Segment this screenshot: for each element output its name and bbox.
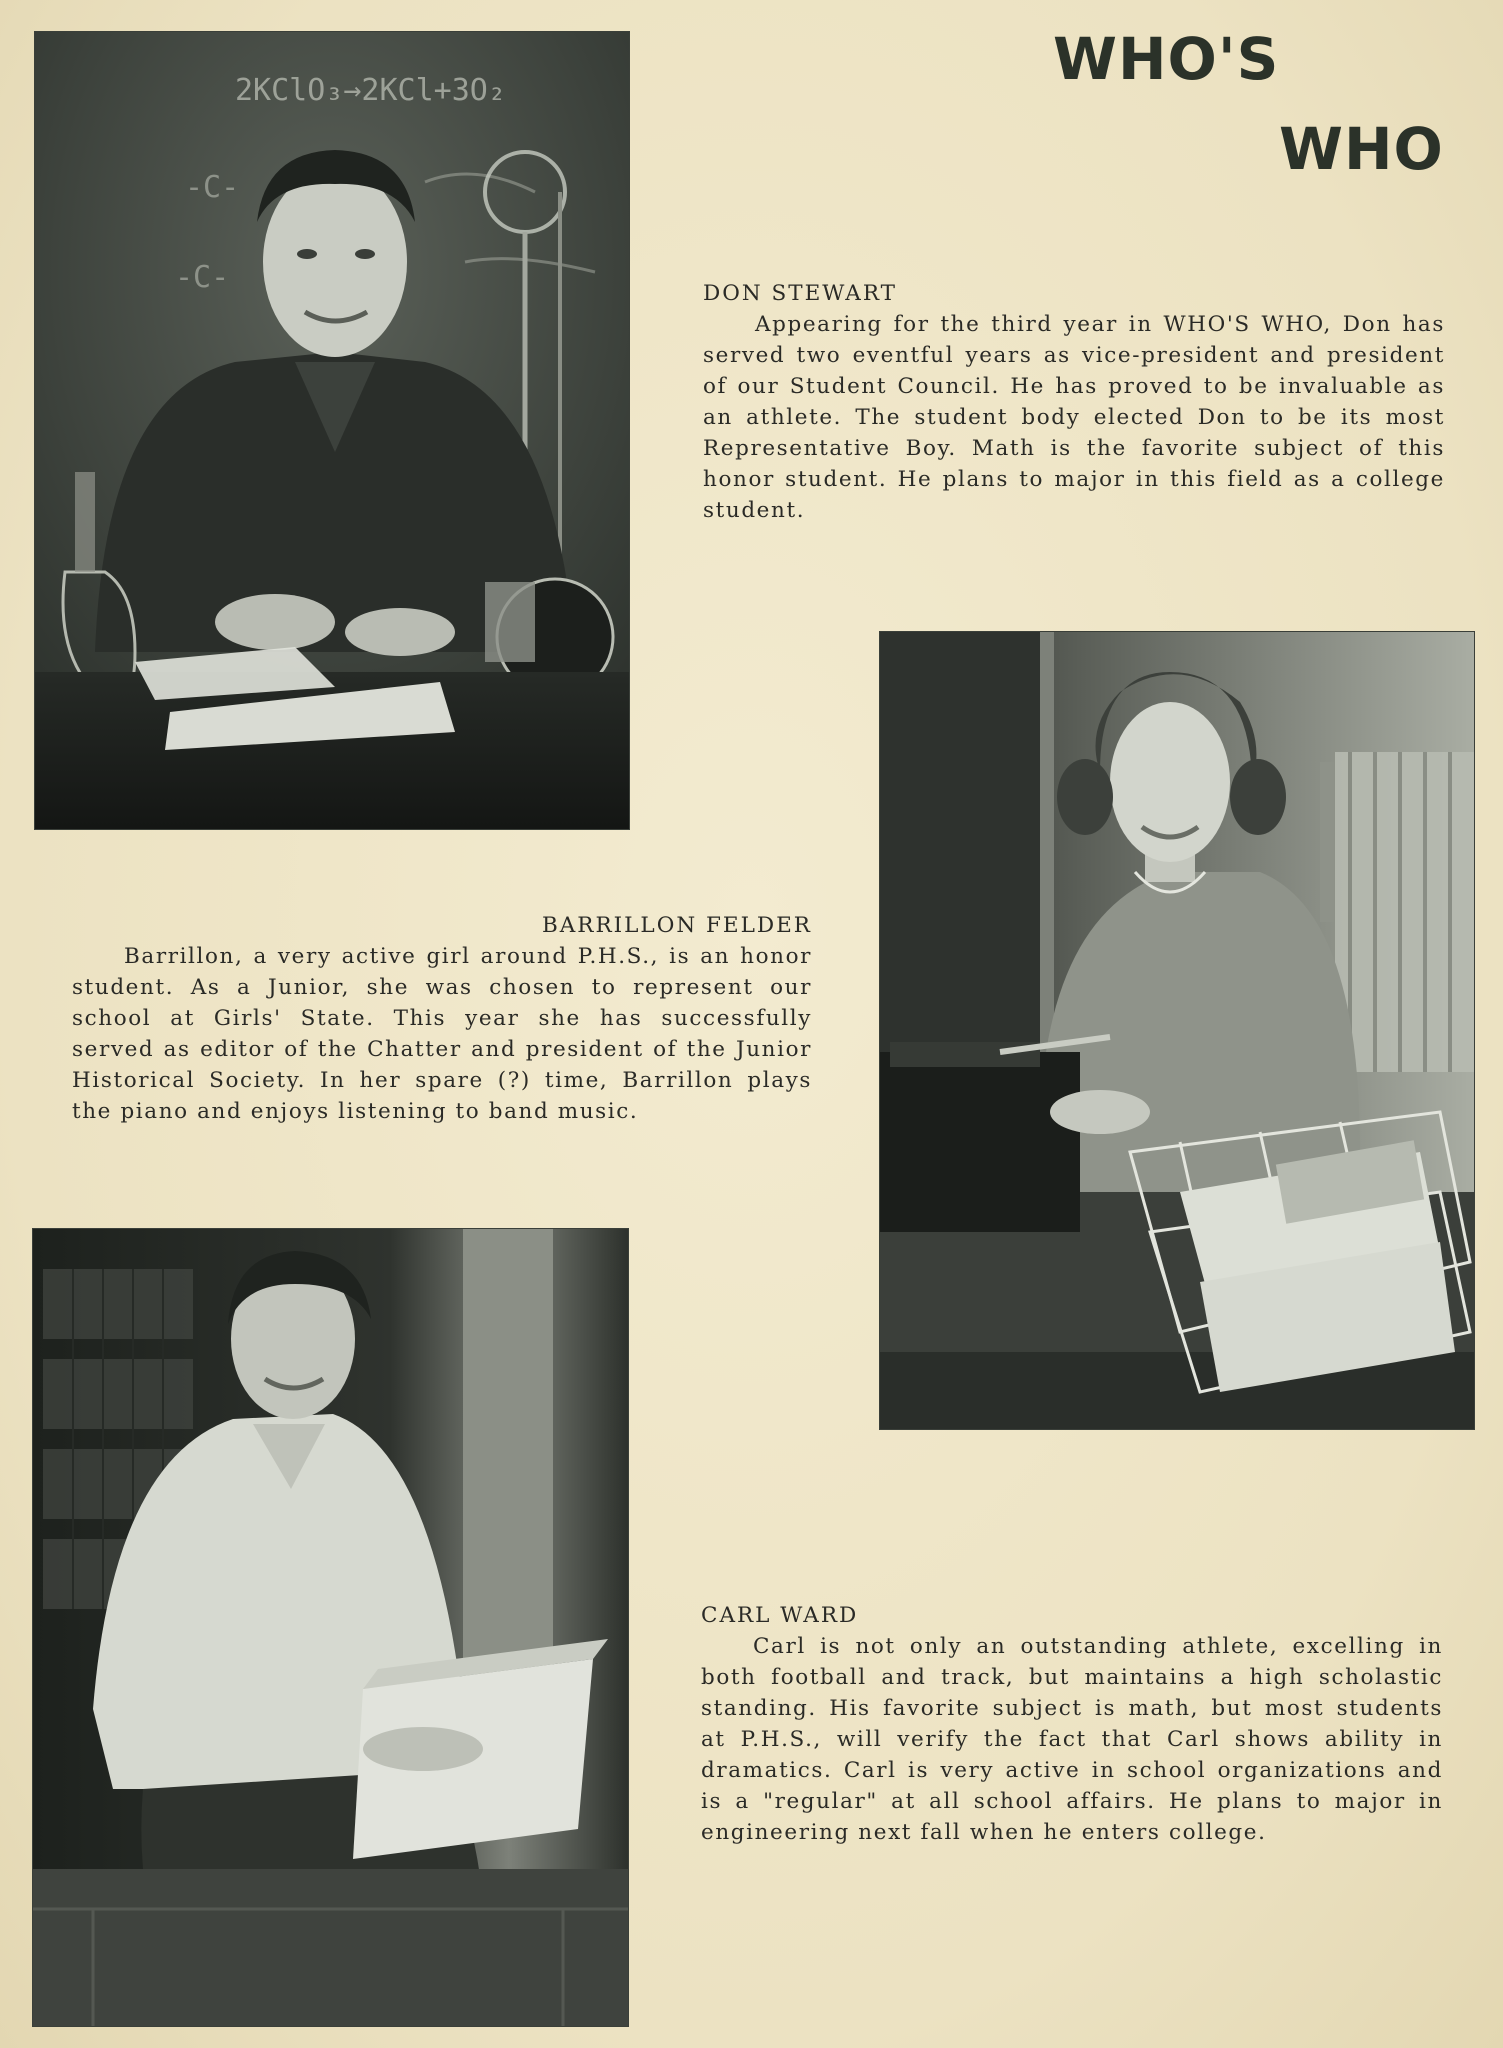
student-bio: Appearing for the third year in WHO'S WHO, Don has served two eventful years as vice-president and president of our Student Council. He has proved to be invaluable as an athlete. The student body elected Don to be its most Representative Boy. Math is the favorite subject of this honor student. He plans to major in this field as a college student. bbox=[703, 312, 1445, 523]
bio-block-barrillon-felder bbox=[72, 910, 812, 1127]
chalk-formula-3: -C- bbox=[175, 260, 230, 295]
photo-carl-ward bbox=[32, 1228, 629, 2027]
student-name: DON STEWART bbox=[703, 281, 897, 306]
student-bio: Barrillon, a very active girl around P.H.S., is an honor student. As a Junior, she was chosen to represent our school at Girls' State. This year she has successfully served as editor of the Chatter and president of the Junior Historical Society. In her spare (?) time, Barrillon plays the piano and enjoys listening to band music. bbox=[72, 944, 812, 1124]
bio-block-carl-ward bbox=[701, 1600, 1443, 1848]
page-heading-line-2: WHO bbox=[1279, 115, 1444, 183]
photo-don-stewart bbox=[34, 31, 630, 830]
student-bio: Carl is not only an outstanding athlete, excelling in both football and track, but maintains a high scholastic standing. His favorite subject is math, but most students at P.H.S., will verify the fact that Carl shows ability in dramatics. Carl is very active in school organizations and is a "regular" at all school affairs. He plans to major in engineering next fall when he enters college. bbox=[701, 1634, 1443, 1845]
page-heading-line-1: WHO'S bbox=[1053, 25, 1280, 93]
student-name: BARRILLON FELDER bbox=[541, 913, 812, 938]
chalk-formula-2: -C- bbox=[185, 170, 240, 205]
chalk-formula-1: 2KClO₃→2KCl+3O₂ bbox=[235, 73, 506, 108]
photo-barrillon-felder bbox=[879, 631, 1475, 1430]
bio-block-don-stewart bbox=[703, 278, 1445, 526]
student-name: CARL WARD bbox=[701, 1603, 859, 1628]
